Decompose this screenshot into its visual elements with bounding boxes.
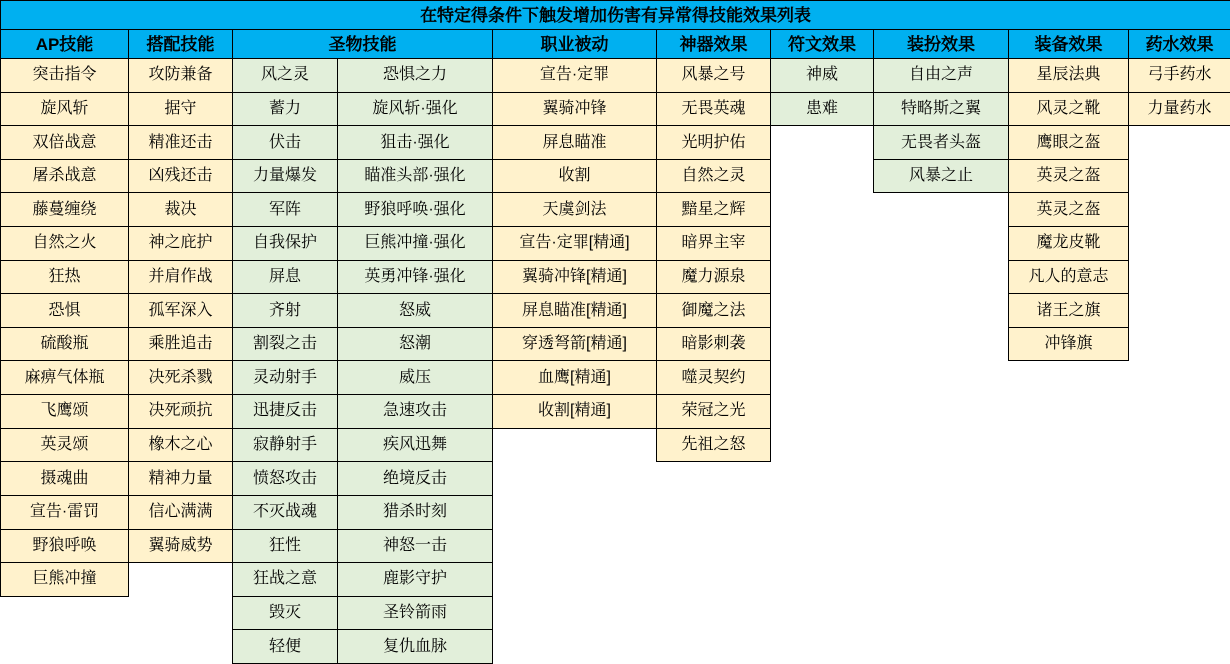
- cell[interactable]: 猎杀时刻: [338, 495, 493, 529]
- empty-area: [1129, 462, 1230, 496]
- cell[interactable]: 神怒一击: [338, 529, 493, 563]
- cell[interactable]: 特略斯之翼: [874, 92, 1009, 126]
- cell[interactable]: 军阵: [233, 193, 338, 227]
- table-row: [1, 495, 1230, 529]
- cell[interactable]: 自然之火: [1, 227, 129, 261]
- cell[interactable]: 轻便: [233, 630, 338, 664]
- empty-area: [1009, 395, 1129, 429]
- table-row: [1, 563, 1230, 597]
- cell[interactable]: 收割: [493, 159, 657, 193]
- table-row: [1, 361, 1230, 395]
- cell[interactable]: 屏息瞄准: [493, 126, 657, 160]
- empty-area: [1129, 630, 1230, 664]
- column-header-4[interactable]: 职业被动: [493, 30, 657, 59]
- cell[interactable]: 怒威: [338, 294, 493, 328]
- empty-area: [1129, 159, 1230, 193]
- table-row: [1, 395, 1230, 429]
- empty-area: [1129, 294, 1230, 328]
- cell[interactable]: 威压: [338, 361, 493, 395]
- empty-area: [874, 596, 1009, 630]
- cell[interactable]: 英灵之盔: [1009, 193, 1129, 227]
- empty-area: [1129, 563, 1230, 597]
- cell[interactable]: 魔龙皮靴: [1009, 227, 1129, 261]
- cell[interactable]: 暗影刺袭: [657, 327, 771, 361]
- empty-area: [771, 395, 874, 429]
- cell[interactable]: 野狼呼唤: [1, 529, 129, 563]
- empty-area: [1129, 260, 1230, 294]
- table-row: [1, 294, 1230, 328]
- cell[interactable]: 毁灭: [233, 596, 338, 630]
- cell[interactable]: 凶残还击: [129, 159, 233, 193]
- empty-area: [771, 294, 874, 328]
- cell[interactable]: 割裂之击: [233, 327, 338, 361]
- cell[interactable]: 力量药水: [1129, 92, 1230, 126]
- empty-area: [493, 428, 657, 462]
- empty-area: [771, 529, 874, 563]
- cell[interactable]: 星辰法典: [1009, 59, 1129, 93]
- empty-area: [657, 596, 771, 630]
- empty-area: [771, 260, 874, 294]
- empty-area: [874, 529, 1009, 563]
- table-row: [1, 159, 1230, 193]
- cell[interactable]: 鹰眼之盔: [1009, 126, 1129, 160]
- cell[interactable]: 力量爆发: [233, 159, 338, 193]
- cell[interactable]: 狂性: [233, 529, 338, 563]
- cell[interactable]: 并肩作战: [129, 260, 233, 294]
- empty-area: [1, 630, 129, 664]
- empty-area: [129, 596, 233, 630]
- cell[interactable]: 双倍战意: [1, 126, 129, 160]
- cell[interactable]: 孤军深入: [129, 294, 233, 328]
- cell[interactable]: 乘胜追击: [129, 327, 233, 361]
- empty-area: [874, 193, 1009, 227]
- cell[interactable]: 巨熊冲撞·强化: [338, 227, 493, 261]
- table-row: [1, 327, 1230, 361]
- cell[interactable]: 精神力量: [129, 462, 233, 496]
- cell[interactable]: 先祖之怒: [657, 428, 771, 462]
- empty-area: [874, 227, 1009, 261]
- cell[interactable]: 自我保护: [233, 227, 338, 261]
- cell[interactable]: 恐惧: [1, 294, 129, 328]
- empty-area: [1129, 126, 1230, 160]
- empty-area: [1009, 428, 1129, 462]
- empty-area: [771, 193, 874, 227]
- table-row: [1, 529, 1230, 563]
- cell[interactable]: 光明护佑: [657, 126, 771, 160]
- table-row: [1, 193, 1230, 227]
- cell[interactable]: 翼骑冲锋: [493, 92, 657, 126]
- cell[interactable]: 英灵颂: [1, 428, 129, 462]
- cell[interactable]: 鹿影守护: [338, 563, 493, 597]
- empty-area: [1129, 327, 1230, 361]
- cell[interactable]: 决死顽抗: [129, 395, 233, 429]
- empty-area: [493, 563, 657, 597]
- cell[interactable]: 屏息瞄准[精通]: [493, 294, 657, 328]
- cell[interactable]: 无畏英魂: [657, 92, 771, 126]
- empty-area: [1009, 596, 1129, 630]
- empty-area: [771, 361, 874, 395]
- empty-area: [1009, 361, 1129, 395]
- cell[interactable]: 收割[精通]: [493, 395, 657, 429]
- empty-area: [657, 563, 771, 597]
- cell[interactable]: 血鹰[精通]: [493, 361, 657, 395]
- cell[interactable]: 蓄力: [233, 92, 338, 126]
- cell[interactable]: 宣告·定罪[精通]: [493, 227, 657, 261]
- empty-area: [129, 563, 233, 597]
- empty-area: [771, 462, 874, 496]
- column-header-1[interactable]: AP技能: [1, 30, 129, 59]
- table-row: [1, 92, 1230, 126]
- cell[interactable]: 信心满满: [129, 495, 233, 529]
- cell[interactable]: 据守: [129, 92, 233, 126]
- empty-area: [771, 126, 874, 160]
- cell[interactable]: 凡人的意志: [1009, 260, 1129, 294]
- cell[interactable]: 翼骑威势: [129, 529, 233, 563]
- cell[interactable]: 风暴之号: [657, 59, 771, 93]
- empty-area: [874, 630, 1009, 664]
- cell[interactable]: 狂战之意: [233, 563, 338, 597]
- cell[interactable]: 翼骑冲锋[精通]: [493, 260, 657, 294]
- cell[interactable]: 复仇血脉: [338, 630, 493, 664]
- cell[interactable]: 裁决: [129, 193, 233, 227]
- empty-area: [1129, 227, 1230, 261]
- title-row: [1, 1, 1230, 30]
- cell[interactable]: 圣铃箭雨: [338, 596, 493, 630]
- cell[interactable]: 宣告·定罪: [493, 59, 657, 93]
- empty-area: [771, 495, 874, 529]
- cell[interactable]: 英勇冲锋·强化: [338, 260, 493, 294]
- cell[interactable]: 患难: [771, 92, 874, 126]
- column-header-8[interactable]: 装备效果: [1009, 30, 1129, 59]
- table-row: [1, 630, 1230, 664]
- cell[interactable]: 硫酸瓶: [1, 327, 129, 361]
- empty-area: [493, 495, 657, 529]
- cell[interactable]: 无畏者头盔: [874, 126, 1009, 160]
- cell[interactable]: 黯星之辉: [657, 193, 771, 227]
- cell[interactable]: 野狼呼唤·强化: [338, 193, 493, 227]
- table-title: 在特定得条件下触发增加伤害有异常得技能效果列表: [1, 1, 1230, 30]
- empty-area: [771, 227, 874, 261]
- empty-area: [1009, 563, 1129, 597]
- empty-area: [874, 462, 1009, 496]
- table-row: [1, 596, 1230, 630]
- cell[interactable]: 英灵之盔: [1009, 159, 1129, 193]
- cell[interactable]: 急速攻击: [338, 395, 493, 429]
- cell[interactable]: 灵动射手: [233, 361, 338, 395]
- cell[interactable]: 屏息: [233, 260, 338, 294]
- column-header-5[interactable]: 神器效果: [657, 30, 771, 59]
- empty-area: [1009, 462, 1129, 496]
- cell[interactable]: 自然之灵: [657, 159, 771, 193]
- empty-area: [1129, 193, 1230, 227]
- empty-area: [1129, 529, 1230, 563]
- column-header-6[interactable]: 符文效果: [771, 30, 874, 59]
- empty-area: [874, 260, 1009, 294]
- cell[interactable]: 暗界主宰: [657, 227, 771, 261]
- empty-area: [657, 495, 771, 529]
- cell[interactable]: 藤蔓缠绕: [1, 193, 129, 227]
- cell[interactable]: 攻防兼备: [129, 59, 233, 93]
- table-row: [1, 462, 1230, 496]
- cell[interactable]: 神威: [771, 59, 874, 93]
- cell[interactable]: 精准还击: [129, 126, 233, 160]
- empty-area: [771, 596, 874, 630]
- cell[interactable]: 狂热: [1, 260, 129, 294]
- cell[interactable]: 魔力源泉: [657, 260, 771, 294]
- cell[interactable]: 橡木之心: [129, 428, 233, 462]
- empty-area: [1129, 428, 1230, 462]
- empty-area: [1129, 395, 1230, 429]
- cell[interactable]: 风暴之止: [874, 159, 1009, 193]
- cell[interactable]: 风之灵: [233, 59, 338, 93]
- cell[interactable]: 疾风迅舞: [338, 428, 493, 462]
- cell[interactable]: 噬灵契约: [657, 361, 771, 395]
- empty-area: [657, 529, 771, 563]
- cell[interactable]: 弓手药水: [1129, 59, 1230, 93]
- cell[interactable]: 愤怒攻击: [233, 462, 338, 496]
- column-header-2[interactable]: 搭配技能: [129, 30, 233, 59]
- cell[interactable]: 屠杀战意: [1, 159, 129, 193]
- cell[interactable]: 不灭战魂: [233, 495, 338, 529]
- cell[interactable]: 穿透弩箭[精通]: [493, 327, 657, 361]
- empty-area: [129, 630, 233, 664]
- empty-area: [493, 529, 657, 563]
- empty-area: [771, 630, 874, 664]
- table-row: [1, 126, 1230, 160]
- table-row: [1, 428, 1230, 462]
- empty-area: [493, 596, 657, 630]
- table-row: [1, 260, 1230, 294]
- cell[interactable]: 御魔之法: [657, 294, 771, 328]
- cell[interactable]: 荣冠之光: [657, 395, 771, 429]
- empty-area: [771, 563, 874, 597]
- empty-area: [874, 395, 1009, 429]
- empty-area: [493, 462, 657, 496]
- cell[interactable]: 宣告·雷罚: [1, 495, 129, 529]
- empty-area: [874, 428, 1009, 462]
- cell[interactable]: 齐射: [233, 294, 338, 328]
- cell[interactable]: 寂静射手: [233, 428, 338, 462]
- empty-area: [1009, 529, 1129, 563]
- cell[interactable]: 瞄准头部·强化: [338, 159, 493, 193]
- empty-area: [874, 361, 1009, 395]
- column-header-3[interactable]: 圣物技能: [233, 30, 493, 59]
- cell[interactable]: 伏击: [233, 126, 338, 160]
- empty-area: [1129, 361, 1230, 395]
- cell[interactable]: 决死杀戮: [129, 361, 233, 395]
- cell[interactable]: 巨熊冲撞: [1, 563, 129, 597]
- cell[interactable]: 风灵之靴: [1009, 92, 1129, 126]
- cell[interactable]: 突击指令: [1, 59, 129, 93]
- cell[interactable]: 天虞剑法: [493, 193, 657, 227]
- cell[interactable]: 麻痹气体瓶: [1, 361, 129, 395]
- column-header-9[interactable]: 药水效果: [1129, 30, 1230, 59]
- empty-area: [1129, 596, 1230, 630]
- empty-area: [874, 495, 1009, 529]
- cell[interactable]: 冲锋旗: [1009, 327, 1129, 361]
- cell[interactable]: 旋风斩·强化: [338, 92, 493, 126]
- cell[interactable]: 绝境反击: [338, 462, 493, 496]
- empty-area: [771, 428, 874, 462]
- empty-area: [874, 294, 1009, 328]
- empty-area: [771, 159, 874, 193]
- table-row: [1, 227, 1230, 261]
- cell[interactable]: 摄魂曲: [1, 462, 129, 496]
- empty-area: [493, 630, 657, 664]
- cell[interactable]: 迅捷反击: [233, 395, 338, 429]
- empty-area: [1009, 630, 1129, 664]
- cell[interactable]: 恐惧之力: [338, 59, 493, 93]
- cell[interactable]: 怒潮: [338, 327, 493, 361]
- empty-area: [1129, 495, 1230, 529]
- cell[interactable]: 自由之声: [874, 59, 1009, 93]
- empty-area: [874, 563, 1009, 597]
- cell[interactable]: 旋风斩: [1, 92, 129, 126]
- cell[interactable]: 飞鹰颂: [1, 395, 129, 429]
- empty-area: [874, 327, 1009, 361]
- cell[interactable]: 诸王之旗: [1009, 294, 1129, 328]
- empty-area: [657, 462, 771, 496]
- column-header-7[interactable]: 装扮效果: [874, 30, 1009, 59]
- empty-area: [1, 596, 129, 630]
- empty-area: [657, 630, 771, 664]
- cell[interactable]: 神之庇护: [129, 227, 233, 261]
- empty-area: [771, 327, 874, 361]
- header-row: [1, 30, 1230, 59]
- empty-area: [1009, 495, 1129, 529]
- cell[interactable]: 狙击·强化: [338, 126, 493, 160]
- table-row: [1, 59, 1230, 93]
